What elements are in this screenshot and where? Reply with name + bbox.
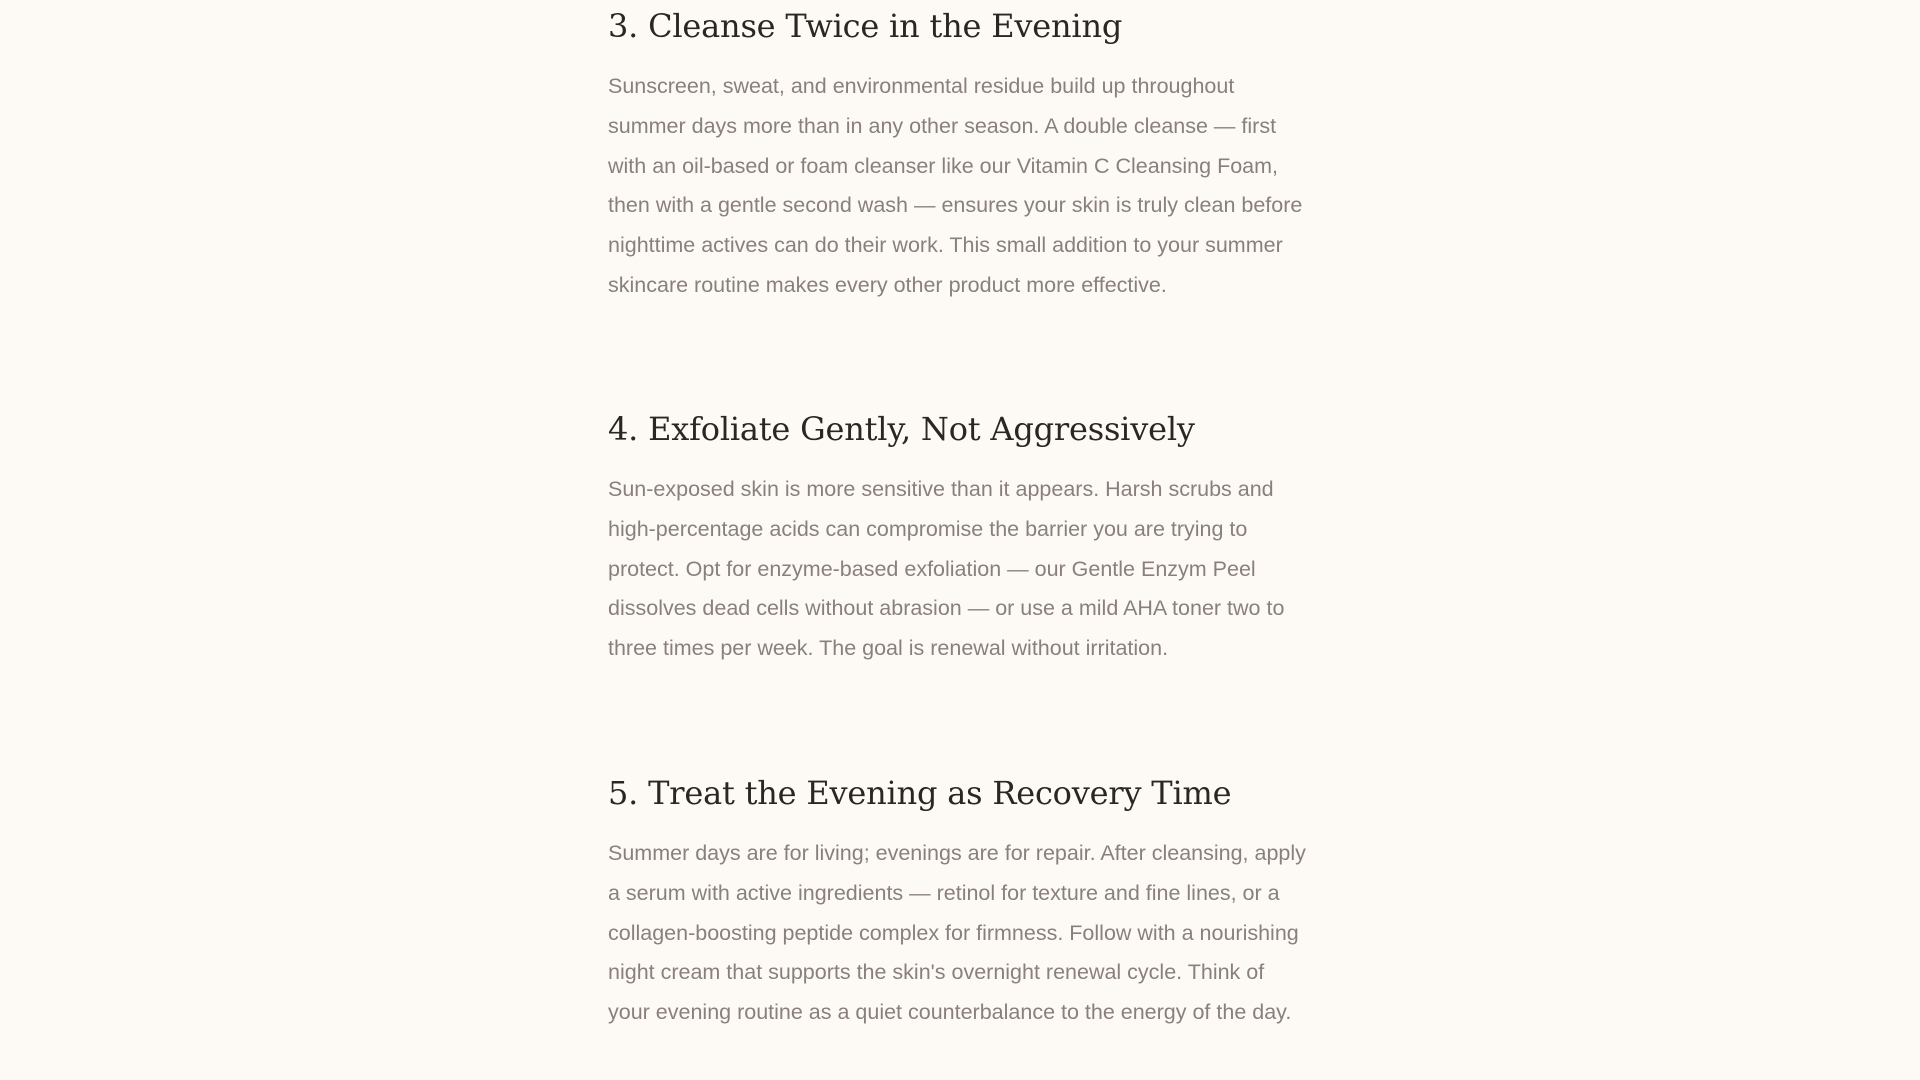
section-cleanse-twice [608,6,1308,306]
section-body: Summer days are for living; evenings are for repair. After cleansing, apply a serum with active ingredients — retinol for texture and fine lines, or a collagen-boosting peptide complex for firmness. Follow with a nourishing night cream that supports the skin's overnight renewal cycle. Think of your evening routine as a quiet counterbalance to the energy of the day. [608,841,1306,1025]
section-body: Sunscreen, sweat, and environmental residue build up throughout summer days more than in any other season. A double cleanse — first with an oil-based or foam cleanser like our Vitamin C Cleansing Foam, then with a gentle second wash — ensures your skin is truly clean before nighttime actives can do their work. This small addition to your summer skincare routine makes every other product more effective. [608,74,1303,297]
section-exfoliate-gently [608,409,1308,669]
section-body: Sun-exposed skin is more sensitive than it appears. Harsh scrubs and high-percentage acids can compromise the barrier you are trying to protect. Opt for enzyme-based exfoliation — our Gentle Enzym Peel dissolves dead cells without abrasion — or use a mild AHA toner two to three times per week. The goal is renewal without irritation. [608,477,1285,661]
section-heading: 3. Cleanse Twice in the Evening [608,7,1123,45]
section-heading: 4. Exfoliate Gently, Not Aggressively [608,410,1195,448]
section-evening-recovery [608,773,1308,1033]
section-heading: 5. Treat the Evening as Recovery Time [608,774,1232,812]
